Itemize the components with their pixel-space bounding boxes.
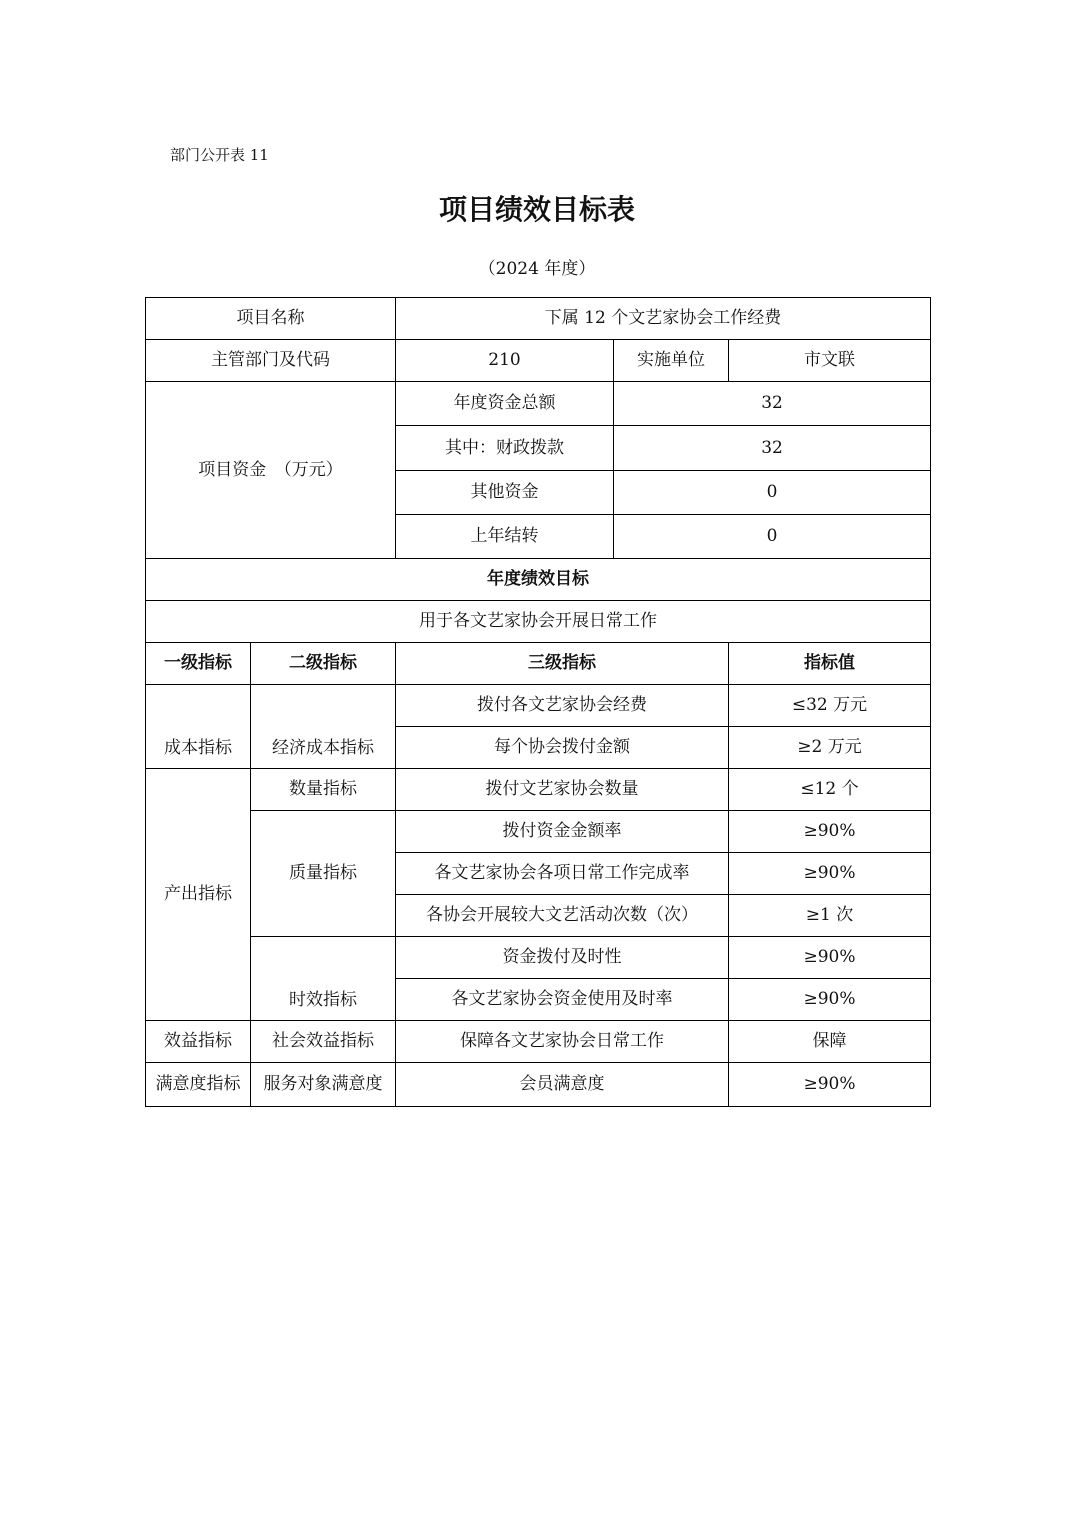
indicator-value: ≥90% xyxy=(729,811,931,853)
table-row xyxy=(146,1063,931,1107)
annual-goal-header: 年度绩效目标 xyxy=(146,559,931,601)
level3-name: 各文艺家协会资金使用及时率 xyxy=(396,979,729,1021)
table-row xyxy=(146,559,931,601)
level1-cost: 成本指标 xyxy=(146,685,251,769)
table-row xyxy=(146,298,931,340)
project-name-value: 下属 12 个文艺家协会工作经费 xyxy=(396,298,931,340)
page-title: 项目绩效目标表 xyxy=(438,193,635,226)
fund-item-label: 其中：财政拨款 xyxy=(396,426,614,470)
level2-quality: 质量指标 xyxy=(251,811,396,937)
impl-unit-label: 实施单位 xyxy=(614,340,729,382)
fund-item-label: 年度资金总额 xyxy=(396,382,614,426)
year-subtitle: （2024 年度） xyxy=(478,259,596,279)
fund-item-label: 其他资金 xyxy=(396,470,614,514)
fund-item-label: 上年结转 xyxy=(396,514,614,558)
table-row xyxy=(146,1021,931,1063)
table-row xyxy=(146,937,931,979)
level3-name: 拨付各文艺家协会经费 xyxy=(396,685,729,727)
project-name-label: 项目名称 xyxy=(146,298,396,340)
fund-item-value: 0 xyxy=(614,514,931,558)
header-level1: 一级指标 xyxy=(146,643,251,685)
level3-name: 拨付资金金额率 xyxy=(396,811,729,853)
indicator-value: ≥90% xyxy=(729,853,931,895)
level3-name: 每个协会拨付金额 xyxy=(396,727,729,769)
level3-name: 保障各文艺家协会日常工作 xyxy=(396,1021,729,1063)
level2-service-satisfaction: 服务对象满意度 xyxy=(251,1063,396,1107)
indicator-value: ≥1 次 xyxy=(729,895,931,937)
performance-target-table xyxy=(145,297,931,1107)
table-row xyxy=(146,601,931,643)
level1-output: 产出指标 xyxy=(146,769,251,1021)
table-row xyxy=(146,685,931,727)
level2-quantity: 数量指标 xyxy=(251,769,396,811)
indicator-value: ≥90% xyxy=(729,979,931,1021)
form-number-label: 部门公开表 11 xyxy=(170,146,269,164)
level1-satisfaction: 满意度指标 xyxy=(146,1063,251,1107)
level3-name: 会员满意度 xyxy=(396,1063,729,1107)
level3-name: 各协会开展较大文艺活动次数（次） xyxy=(396,895,729,937)
indicator-value: ≤32 万元 xyxy=(729,685,931,727)
indicator-value: ≥2 万元 xyxy=(729,727,931,769)
indicator-value: ≥90% xyxy=(729,1063,931,1107)
table-row xyxy=(146,340,931,382)
table-row xyxy=(146,643,931,685)
level3-name: 拨付文艺家协会数量 xyxy=(396,769,729,811)
impl-unit-value: 市文联 xyxy=(729,340,931,382)
level1-benefit: 效益指标 xyxy=(146,1021,251,1063)
table-row xyxy=(146,769,931,811)
header-value: 指标值 xyxy=(729,643,931,685)
fund-item-value: 0 xyxy=(614,470,931,514)
indicator-value: 保障 xyxy=(729,1021,931,1063)
annual-goal-text: 用于各文艺家协会开展日常工作 xyxy=(146,601,931,643)
dept-code-label: 主管部门及代码 xyxy=(146,340,396,382)
level2-economic-cost: 经济成本指标 xyxy=(251,685,396,769)
dept-code-value: 210 xyxy=(396,340,614,382)
fund-item-value: 32 xyxy=(614,426,931,470)
table-row xyxy=(146,811,931,853)
header-level2: 二级指标 xyxy=(251,643,396,685)
level2-timeliness: 时效指标 xyxy=(251,937,396,1021)
header-level3: 三级指标 xyxy=(396,643,729,685)
indicator-value: ≥90% xyxy=(729,937,931,979)
project-funds-label: 项目资金 （万元） xyxy=(146,382,396,559)
fund-item-value: 32 xyxy=(614,382,931,426)
level2-social-benefit: 社会效益指标 xyxy=(251,1021,396,1063)
level3-name: 资金拨付及时性 xyxy=(396,937,729,979)
table-row xyxy=(146,382,931,426)
level3-name: 各文艺家协会各项日常工作完成率 xyxy=(396,853,729,895)
indicator-value: ≤12 个 xyxy=(729,769,931,811)
